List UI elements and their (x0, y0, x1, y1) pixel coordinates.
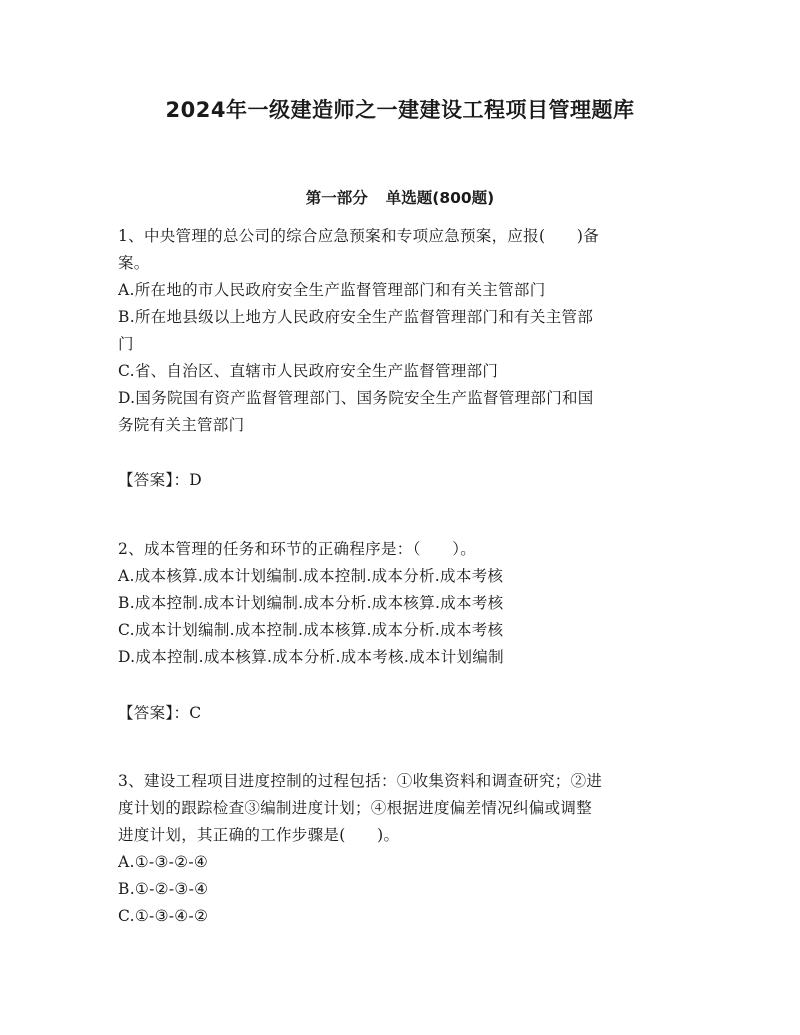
question-2-option-a: A.成本核算.成本计划编制.成本控制.成本分析.成本考核 (118, 567, 504, 585)
question-1-stem-line-1: 1、中央管理的总公司的综合应急预案和专项应急预案，应报( )备 (118, 227, 600, 245)
question-3-option-b: B.①-②-③-④ (118, 880, 209, 898)
question-1-option-d-line-2: 务院有关主管部门 (118, 416, 245, 434)
question-3-stem-line-3: 进度计划，其正确的工作步骤是( )。 (118, 826, 400, 844)
document-title: 2024年一级建造师之一建建设工程项目管理题库 (165, 98, 635, 122)
question-2-option-d: D.成本控制.成本核算.成本分析.成本考核.成本计划编制 (118, 648, 504, 666)
question-1-stem-line-2: 案。 (118, 254, 150, 272)
question-1-option-a: A.所在地的市人民政府安全生产监督管理部门和有关主管部门 (118, 281, 546, 299)
section-name: 单选题(800题) (385, 189, 495, 207)
section-heading (0, 186, 800, 208)
section-part: 第一部分 (305, 189, 368, 207)
question-3-stem-line-2: 度计划的跟踪检查③编制进度计划；④根据进度偏差情况纠偏或调整 (118, 799, 593, 817)
question-2-answer: 【答案】：C (118, 704, 202, 722)
question-1-option-b-line-1: B.所在地县级以上地方人民政府安全生产监督管理部门和有关主管部 (118, 308, 594, 326)
question-2-option-b: B.成本控制.成本计划编制.成本分析.成本核算.成本考核 (118, 594, 504, 612)
question-1-answer: 【答案】：D (118, 471, 202, 489)
question-3-stem-line-1: 3、建设工程项目进度控制的过程包括：①收集资料和调查研究；②进 (118, 772, 603, 790)
question-1-option-b-line-2: 门 (118, 335, 134, 353)
question-2-option-c: C.成本计划编制.成本控制.成本核算.成本分析.成本考核 (118, 621, 504, 639)
question-3-option-c: C.①-③-④-② (118, 907, 209, 925)
question-1-option-c: C.省、自治区、直辖市人民政府安全生产监督管理部门 (118, 362, 499, 380)
question-1-option-d-line-1: D.国务院国有资产监督管理部门、国务院安全生产监督管理部门和国 (118, 389, 594, 407)
question-2-stem: 2、成本管理的任务和环节的正确程序是：（ ）。 (118, 540, 477, 558)
question-3-option-a: A.①-③-②-④ (118, 853, 209, 871)
